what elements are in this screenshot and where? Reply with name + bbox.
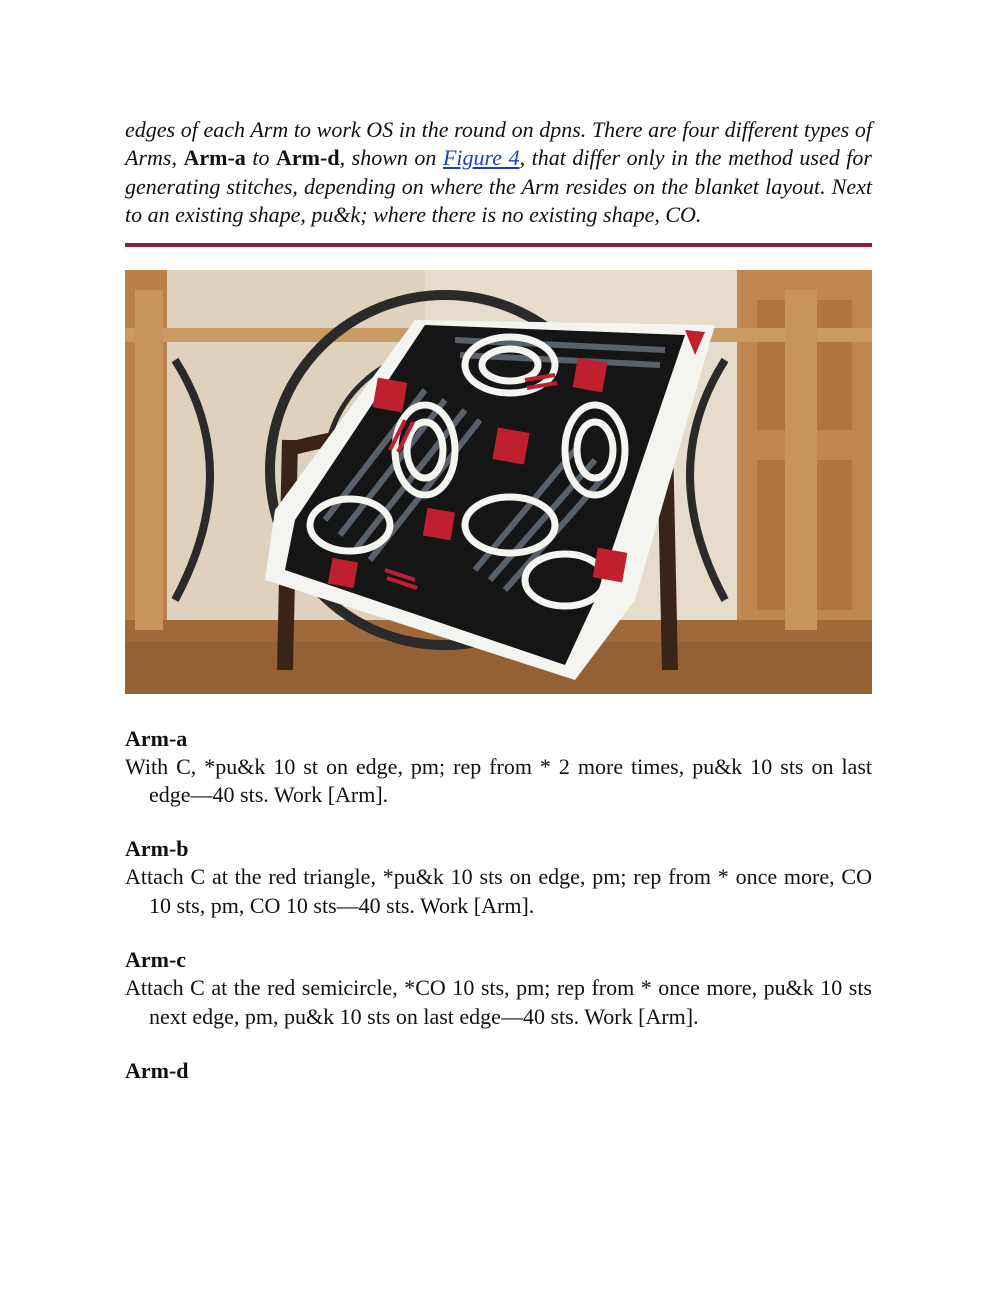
arm-a-section [125,725,872,810]
arm-c-heading: Arm-c [125,947,187,973]
blanket-on-chair-photo [125,270,872,694]
arm-d-heading: Arm-d [125,1058,189,1084]
arm-b-text: Attach C at the red triangle, *pu&k 10 sts on edge, pm; rep from * once more, CO 10 sts, pm, CO 10 sts—40 sts. Work [Arm]. [125,864,872,918]
intro-text-3: , that differ only in the method used for generating stitches, depending on where the Arm resides on the blanket layout. Next to an existing shape, pu&k; where there is no existing shape, CO. [125,145,872,228]
arm-c-section [125,946,872,1031]
intro-paragraph [125,116,872,230]
arm-a-heading: Arm-a [125,725,188,751]
intro-arm-a: Arm-a [183,145,246,171]
photo-post-right [785,290,817,630]
photo-post-left [135,290,163,630]
intro-text-2: , shown on [339,145,443,171]
intro-text-to: to [245,145,277,171]
arm-c-text: Attach C at the red semicircle, *CO 10 sts, pm; rep from * once more, pu&k 10 sts next edge, pm, pu&k 10 sts on last edge—40 sts. Work [Arm]. [125,975,872,1029]
intro-arm-d: Arm-d [276,145,340,171]
document-page [125,116,872,1085]
intro-text-1: edges of each Arm to work OS in the round on dpns. There are four different types of Arms, [125,117,872,171]
section-divider [125,243,872,247]
figure-4-link[interactable]: Figure 4 [442,145,520,171]
arm-b-heading: Arm-b [125,836,189,862]
arm-b-section [125,835,872,920]
arm-a-text: With C, *pu&k 10 st on edge, pm; rep from * 2 more times, pu&k 10 sts on last edge—40 sts. Work [Arm]. [125,753,872,808]
arm-d-section [125,1057,872,1085]
